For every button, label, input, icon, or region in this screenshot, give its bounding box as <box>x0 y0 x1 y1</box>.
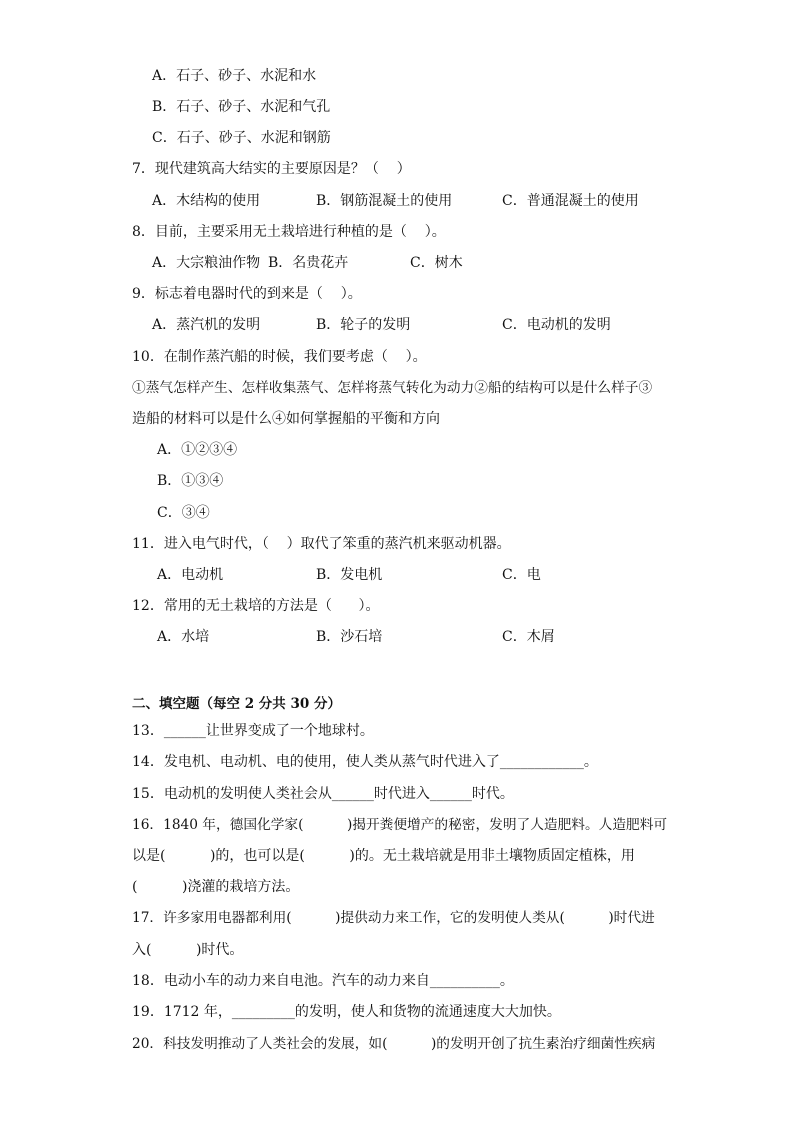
q7-option-a: A．木结构的使用 <box>152 193 261 209</box>
q10-considerations-line2: 造船的材料可以是什么④如何掌握船的平衡和方向 <box>132 411 440 427</box>
q8-option-c: C．树木 <box>410 255 463 271</box>
q12-option-b: B．沙石培 <box>316 629 383 645</box>
q9-option-a: A．蒸汽机的发明 <box>152 317 261 333</box>
q18-text: 18．电动小车的动力来自电池。汽车的动力来自__________。 <box>132 973 514 989</box>
q9-stem: 9．标志着电器时代的到来是（ ）。 <box>132 286 362 302</box>
q8-option-a: A．大宗粮油作物 <box>152 255 261 271</box>
q11-option-a: A．电动机 <box>157 567 224 583</box>
q7-option-c: C．普通混凝土的使用 <box>502 193 639 209</box>
section-heading-fill-in: 二、填空题（每空 2 分共 30 分） <box>132 696 341 712</box>
q14-text: 14．发电机、电动机、电的使用，使人类从蒸气时代进入了____________。 <box>132 754 598 770</box>
q10-option-b: B．①③④ <box>157 473 224 489</box>
q8-stem: 8．目前，主要采用无土栽培进行种植的是（ ）。 <box>132 224 446 240</box>
q16-line2: 以是( )的，也可以是( )的。无土栽培就是用非土壤物质固定植株，用 <box>132 848 635 864</box>
q16-line3: ( )浇灌的栽培方法。 <box>132 879 300 895</box>
q9-option-b: B．轮子的发明 <box>316 317 411 333</box>
q10-stem: 10．在制作蒸汽船的时候，我们要考虑（ ）。 <box>132 349 427 365</box>
q7-option-b: B．钢筋混凝土的使用 <box>316 193 453 209</box>
q10-option-a: A．①②③④ <box>157 442 238 458</box>
q12-option-a: A．水培 <box>157 629 210 645</box>
q6-option-b: B．石子、砂子、水泥和气孔 <box>152 99 331 115</box>
q6-option-a: A．石子、砂子、水泥和水 <box>152 68 317 84</box>
q13-text: 13．______让世界变成了一个地球村。 <box>132 723 374 739</box>
q19-text: 19．1712 年，_________的发明，使人和货物的流通速度大大加快。 <box>132 1004 561 1020</box>
q12-stem: 12．常用的无土栽培的方法是（ ）。 <box>132 598 380 614</box>
q20-text: 20．科技发明推动了人类社会的发展，如( )的发明开创了抗生素治疗细菌性疾病 <box>132 1036 656 1052</box>
q17-line2: 入( )时代。 <box>132 942 244 958</box>
q17-line1: 17．许多家用电器都利用( )提供动力来工作，它的发明使人类从( )时代进 <box>132 910 655 926</box>
q8-option-b: B．名贵花卉 <box>268 255 349 271</box>
q15-text: 15．电动机的发明使人类社会从______时代进入______时代。 <box>132 786 514 802</box>
q11-option-c: C．电 <box>502 567 541 583</box>
q10-option-c: C．③④ <box>157 505 210 521</box>
q11-stem: 11．进入电气时代，（ ）取代了笨重的蒸汽机来驱动机器。 <box>132 536 511 552</box>
q7-stem: 7．现代建筑高大结实的主要原因是？（ ） <box>132 161 411 177</box>
q10-considerations-line1: ①蒸气怎样产生、怎样收集蒸气、怎样将蒸气转化为动力②船的结构可以是什么样子③ <box>132 380 653 396</box>
q9-option-c: C．电动机的发明 <box>502 317 611 333</box>
q16-line1: 16．1840 年，德国化学家( )揭开粪便增产的秘密，发明了人造肥料。人造肥料可 <box>132 817 668 833</box>
q6-option-c: C．石子、砂子、水泥和钢筋 <box>152 130 331 146</box>
q11-option-b: B．发电机 <box>316 567 383 583</box>
q12-option-c: C．木屑 <box>502 629 555 645</box>
